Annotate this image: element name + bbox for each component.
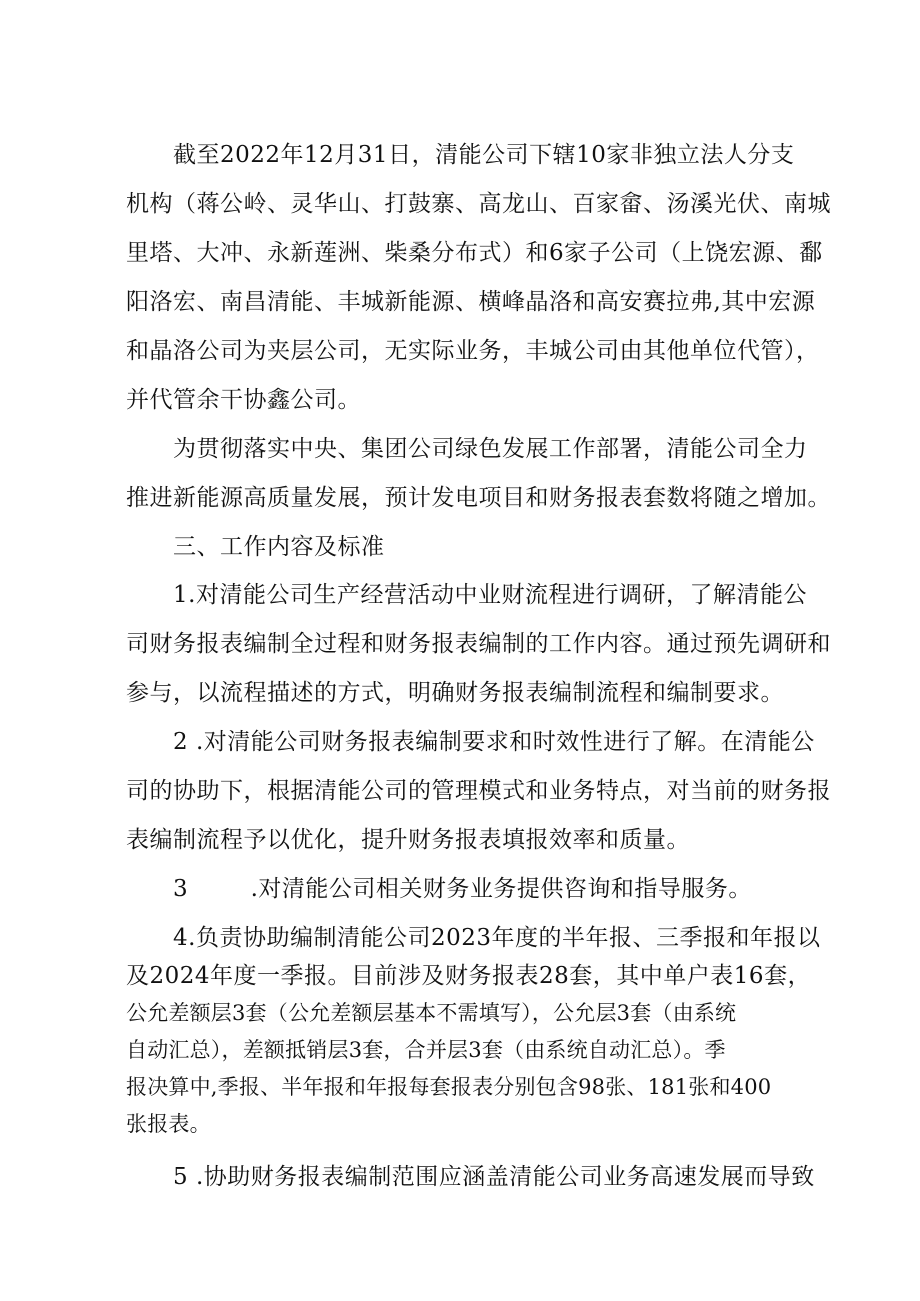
- text-line: 阳洛宏、南昌清能、丰城新能源、横峰晶洛和高安赛拉弗,其中宏源: [126, 289, 816, 315]
- text-line: 里塔、大冲、永新莲洲、柴桑分布式）和6家子公司（上饶宏源、鄱: [126, 240, 823, 266]
- text-line: 机构（蒋公岭、灵华山、打鼓寨、高龙山、百家畲、汤溪光伏、南城: [126, 191, 831, 217]
- text-line: 司财务报表编制全过程和财务报表编制的工作内容。通过预先调研和: [126, 631, 831, 657]
- text-line: 1.对清能公司生产经营活动中业财流程进行调研，了解清能公: [173, 582, 807, 608]
- text-line: 公允差额层3套（公允差额层基本不需填写），公允层3套（由系统: [126, 1001, 737, 1025]
- text-line: 和晶洛公司为夹层公司，无实际业务，丰城公司由其他单位代管），: [126, 338, 820, 364]
- text-line: 参与，以流程描述的方式，明确财务报表编制流程和编制要求。: [126, 680, 784, 706]
- text-line: 截至2022年12月31日，清能公司下辖10家非独立法人分支: [173, 142, 795, 168]
- text-line: 自动汇总），差额抵销层3套，合并层3套（由系统自动汇总）。季: [126, 1038, 726, 1062]
- text-line: 2 .对清能公司财务报表编制要求和时效性进行了解。在清能公: [173, 729, 815, 755]
- text-line: 并代管余干协鑫公司。: [126, 387, 361, 413]
- text-line: 报决算中,季报、半年报和年报每套报表分别包含98张、181张和400: [126, 1075, 772, 1099]
- text-line: 3 .对清能公司相关财务业务提供咨询和指导服务。: [173, 876, 752, 902]
- text-line: 为贯彻落实中央、集团公司绿色发展工作部署，清能公司全力: [173, 436, 808, 462]
- heading-line: 三、工作内容及标准: [173, 534, 385, 560]
- text-line: 5 .协助财务报表编制范围应涵盖清能公司业务高速发展而导致: [173, 1164, 815, 1190]
- text-line: 表编制流程予以优化，提升财务报表填报效率和质量。: [126, 827, 690, 853]
- text-line: 司的协助下，根据清能公司的管理模式和业务特点，对当前的财务报: [126, 778, 831, 804]
- text-line: 推进新能源高质量发展，预计发电项目和财务报表套数将随之增加。: [126, 485, 831, 511]
- text-line: 张报表。: [126, 1112, 211, 1136]
- text-line: 及2024年度一季报。目前涉及财务报表28套，其中单户表16套，: [126, 963, 812, 989]
- text-line: 4.负责协助编制清能公司2023年度的半年报、三季报和年报以: [173, 925, 821, 951]
